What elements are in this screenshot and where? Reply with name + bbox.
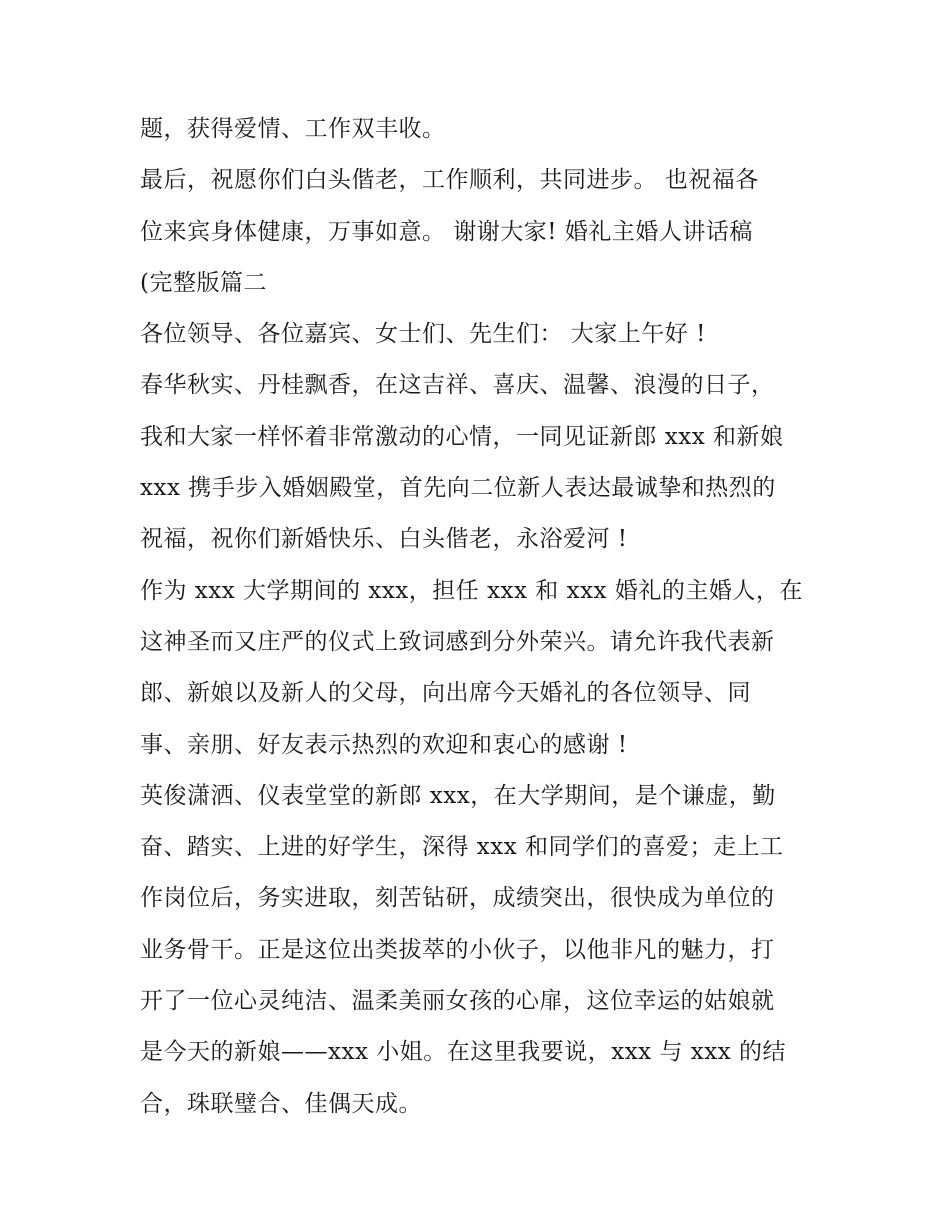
text-line-1: 题，获得爱情、工作双丰收。 [140, 116, 446, 142]
text-line-7: 我和大家一样怀着非常激动的心情，一同见证新郎 xxx 和新娘 [140, 423, 784, 450]
text-line-16: 作岗位后，务实进取，刻苦钻研，成绩突出，很快成为单位的 [140, 885, 775, 912]
text-line-2: 最后，祝愿你们白头偕老，工作顺利，共同进步。 也祝福各 [140, 167, 759, 194]
text-line-10: 作为 xxx 大学期间的 xxx，担任 xxx 和 xxx 婚礼的主婚人，在 [140, 577, 803, 604]
text-line-14: 英俊潇洒、仪表堂堂的新郎 xxx，在大学期间，是个谦虚，勤 [140, 782, 776, 809]
text-line-3: 位来宾身体健康，万事如意。 谢谢大家! 婚礼主婚人讲话稿 [140, 218, 753, 245]
text-line-6: 春华秋实、丹桂飘香，在这吉祥、喜庆、温馨、浪漫的日子， [140, 372, 775, 399]
text-line-9: 祝福，祝你们新婚快乐、白头偕老，永浴爱河 ! [140, 526, 628, 553]
text-line-17: 业务骨干。正是这位出类拔萃的小伙子，以他非凡的魅力，打 [140, 936, 775, 963]
text-line-20: 合，珠联璧合、佳偶天成。 [140, 1090, 422, 1117]
text-line-18: 开了一位心灵纯洁、温柔美丽女孩的心扉，这位幸运的姑娘就 [140, 988, 775, 1015]
text-line-5: 各位领导、各位嘉宾、女士们、先生们： 大家上午好 ! [140, 321, 706, 348]
text-line-4: (完整版篇二 [140, 269, 267, 296]
text-line-13: 事、亲朋、好友表示热烈的欢迎和衷心的感谢 ! [140, 731, 628, 758]
text-line-11: 这神圣而又庄严的仪式上致词感到分外荣兴。请允许我代表新 [140, 628, 775, 655]
text-line-12: 郎、新娘以及新人的父母，向出席今天婚礼的各位领导、同 [140, 680, 751, 707]
text-line-8: xxx 携手步入婚姻殿堂，首先向二位新人表达最诚挚和热烈的 [140, 475, 776, 502]
text-line-19: 是今天的新娘——xxx 小姐。在这里我要说，xxx 与 xxx 的结 [140, 1039, 786, 1066]
document-body [140, 107, 820, 1133]
text-line-15: 奋、踏实、上进的好学生，深得 xxx 和同学们的喜爱；走上工 [140, 834, 784, 861]
